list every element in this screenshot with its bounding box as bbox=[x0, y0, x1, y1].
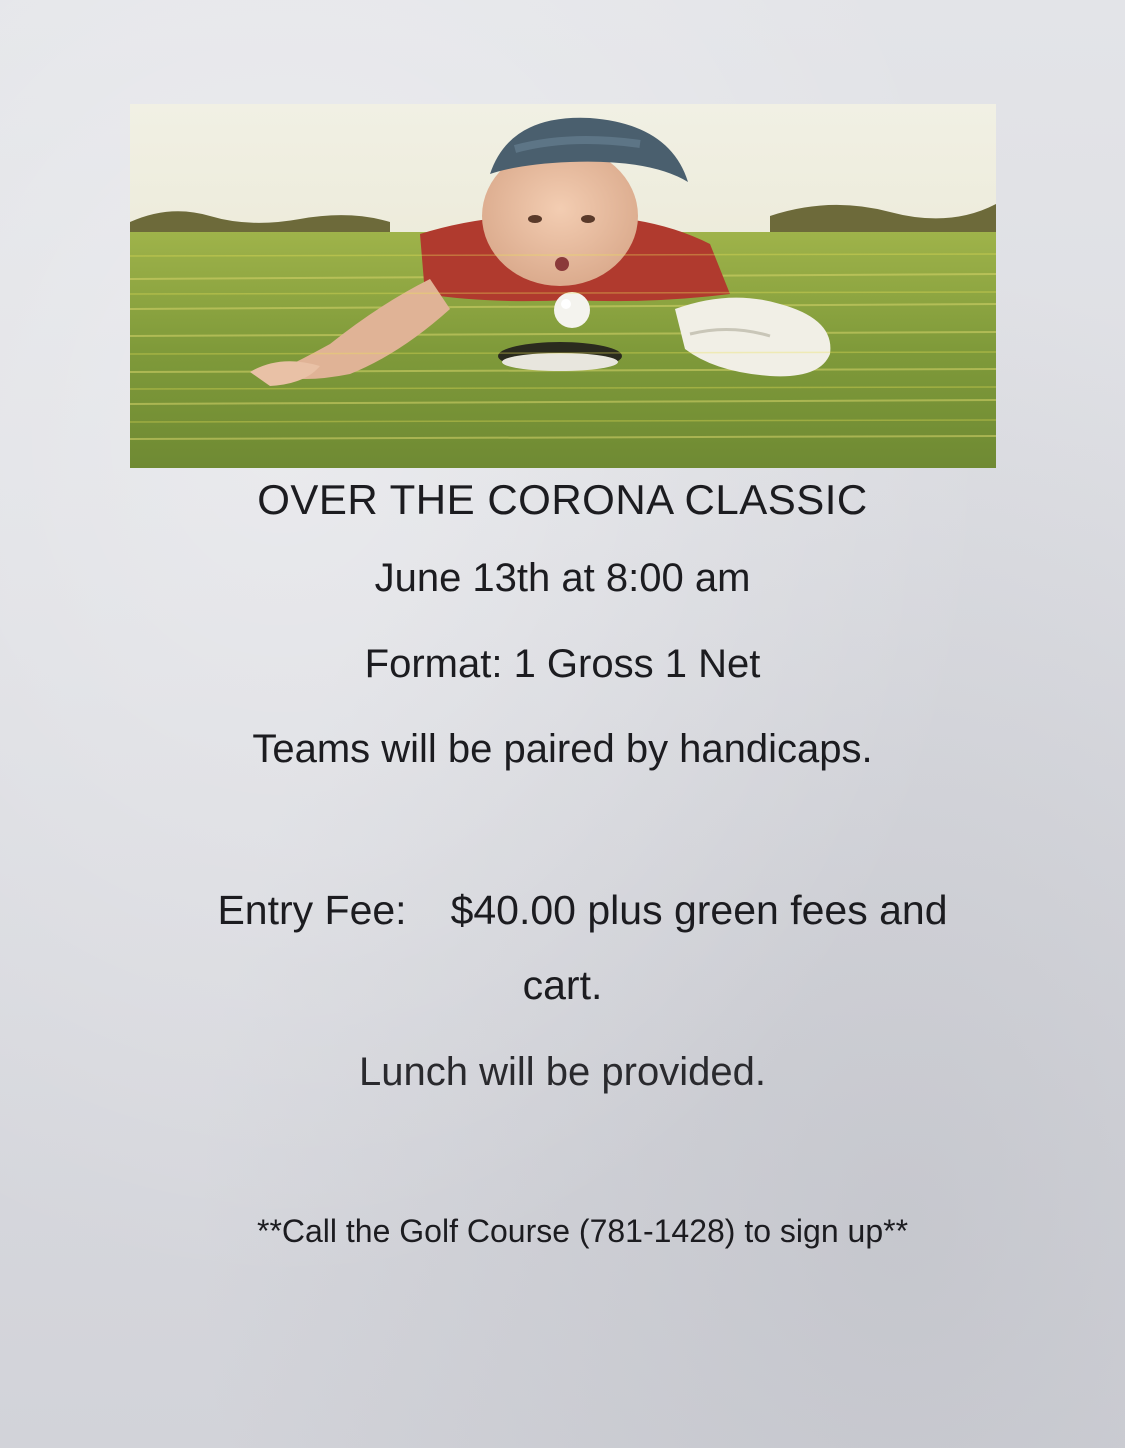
entry-fee bbox=[20, 887, 1125, 934]
team-pairing-note: Teams will be paired by handicaps. bbox=[252, 727, 873, 771]
golf-kid-photo bbox=[130, 104, 996, 468]
event-title: OVER THE CORONA CLASSIC bbox=[257, 476, 868, 523]
event-date-time: June 13th at 8:00 am bbox=[374, 556, 751, 600]
entry-fee-continuation: cart. bbox=[522, 962, 603, 1008]
entry-fee-label: Entry Fee: bbox=[217, 887, 407, 933]
signup-instructions: **Call the Golf Course (781-1428) to sign up** bbox=[256, 1213, 909, 1249]
event-format: Format: 1 Gross 1 Net bbox=[364, 642, 761, 686]
entry-fee-value: $40.00 plus green fees and bbox=[450, 887, 948, 933]
lunch-note: Lunch will be provided. bbox=[359, 1050, 766, 1094]
